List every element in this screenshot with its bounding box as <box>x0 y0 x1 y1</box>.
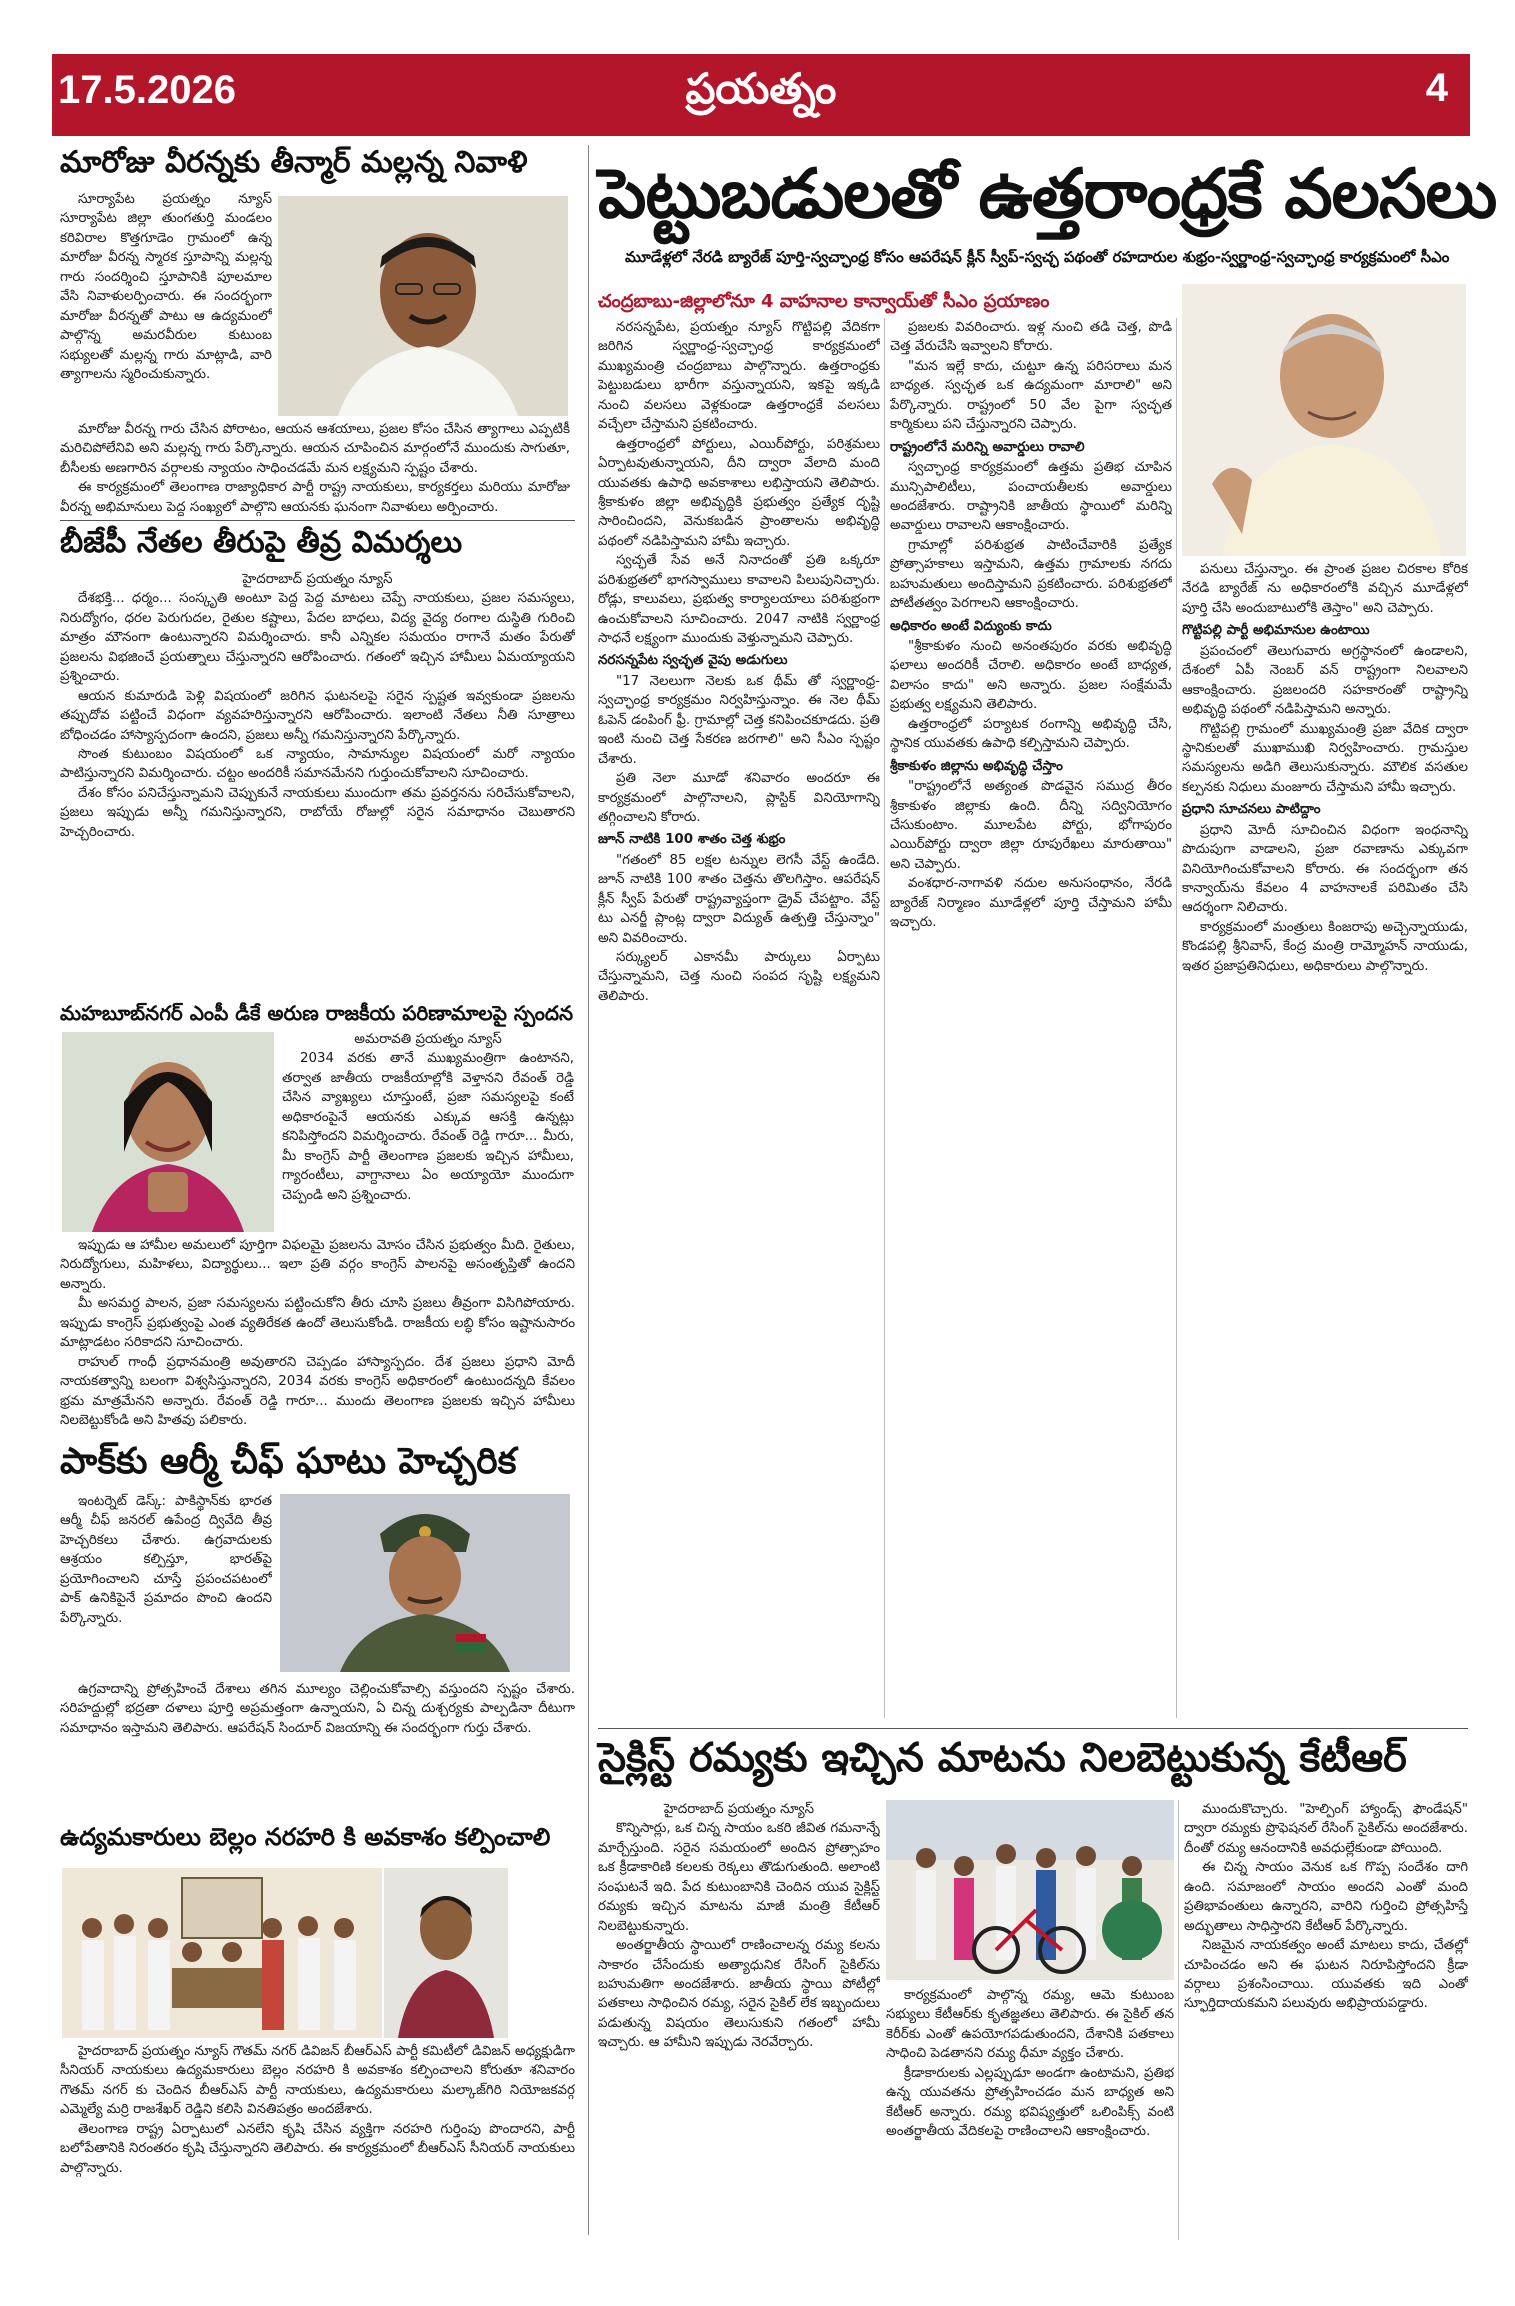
paragraph: ఆయన కుమారుడి పెళ్లి విషయంలో జరిగిన ఘటనలపై సరైన స్పష్టత ఇవ్వకుండా ప్రజలను తప్పుదోవ పట్టించే విధంగా వ్యవహరిస్తున్నారని ఆరోపించారు. ఇలాంటి నేతలు నీతి సూత్రాలు బోధించడం హాస్యాస్పదంగా ఉందని, ప్రజలు అన్నీ గమనిస్తున్నారని పేర్కొన్నారు. <box>60 688 575 743</box>
paragraph: నిజమైన నాయకత్వం అంటే మాటలు కాదు, చేతల్లో చూపించడం అని ఈ ఘటన నిరూపిస్తోందని క్రీడా వర్గాలు ప్రశంసించాయి. యువతకు ఇది ఎంతో స్ఫూర్తిదాయకమని పలువురు అభిప్రాయపడ్డారు. <box>1184 1938 1468 2012</box>
story-headline: మారోజు వీరన్నకు తీన్మార్ మల్లన్న నివాళి <box>60 145 528 180</box>
paragraph: ఇంటర్నెట్ డెస్క్: పాకిస్థాన్‌కు భారత ఆర్మీ చీఫ్ జనరల్ ఉపేంద్ర ద్వివేది తీవ్ర హెచ్చరికలు చేశారు. ఉగ్రవాదులకు ఆశ్రయం కల్పిస్తూ, భారత్‌పై ప్రయోగించాలని చూస్తే ప్రపంచపటంలో పాక్ ఉనికిపైనే ప్రమాదం పొంచి ఉందని పేర్కొన్నారు. <box>60 1494 272 1626</box>
paragraph: క్రీడాకారులకు ఎల్లప్పుడూ అండగా ఉంటామని, ప్రతిభ ఉన్న యువతను ప్రోత్సహించడం మన బాధ్యత అని కేటీఆర్ అన్నారు. రమ్య భవిష్యత్తులో ఒలింపిక్స్ వంటి అంతర్జాతీయ వేదికలపై రాణించాలని ఆకాంక్షించారు. <box>886 2065 1174 2140</box>
story-headline: సైక్లిస్ట్ రమ్యకు ఇచ్చిన మాటను నిలబెట్టుకున్న కేటీఆర్ <box>598 1735 1407 1781</box>
paragraph: రాహుల్ గాంధీ ప్రధానమంత్రి అవుతారని చెప్పడం హాస్యాస్పదం. దేశ ప్రజలు ప్రధాని మోదీ నాయకత్వాన్ని బలంగా విశ్వసిస్తున్నారని, 2034 వరకు కాంగ్రెస్ అధికారంలో ఉంటుందన్నది కేవలం భ్రమ మాత్రమేనని అన్నారు. రేవంత్ రెడ్డి గారూ... ముందు తెలంగాణ ప్రజలకు ఇచ్చిన హామీలు నిలబెట్టుకోండి అని హితవు పలికారు. <box>60 1354 575 1428</box>
story-body-continued <box>60 420 570 540</box>
column-divider <box>884 318 885 1718</box>
paragraph: కొన్నిసార్లు, ఒక చిన్న సాయం ఒకరి జీవిత గమనాన్నే మార్చేస్తుంది. సరైన సమయంలో అందిన ప్రోత్సాహం ఒక క్రీడాకారిణి కలలకు రెక్కలు తొడుగుతుంది. అలాంటి సంఘటనే ఇది. పేద కుటుంబానికి చెందిన యువ సైక్లిస్ట్ రమ్యకు ఇచ్చిన మాటను మాజీ మంత్రి కేటీఆర్ నిలబెట్టుకున్నారు. <box>598 1821 880 1934</box>
paragraph: కార్యక్రమంలో మంత్రులు కింజరాపు అచ్చెన్నాయుడు, కొండపల్లి శ్రీనివాస్, కేంద్ర మంత్రి రామ్మోహన్ నాయుడు, ఇతర ప్రజాప్రతినిధులు, అధికారులు పాల్గొన్నారు. <box>1182 919 1468 974</box>
paragraph: ఉత్తరాంధ్రలో పర్యాటక రంగాన్ని అభివృద్ధి చేసి, స్థానిక యువతకు ఉపాధి కల్పిస్తామని చెప్పారు. <box>890 716 1172 752</box>
lead-column-1 <box>598 318 880 1718</box>
paragraph: ఉగ్రవాదాన్ని ప్రోత్సహించే దేశాలు తగిన మూల్యం చెల్లించుకోవాల్సి వస్తుందని స్పష్టం చేశారు. సరిహద్దుల్లో భద్రతా దళాలు పూర్తి అప్రమత్తంగా ఉన్నాయని, ఏ చిన్న దుశ్చర్యకు పాల్పడినా దీటుగా సమాధానం ఇస్తామని తెలిపారు. ఆపరేషన్ సిందూర్ విజయాన్ని ఈ సందర్భంగా గుర్తు చేశారు. <box>60 1682 575 1736</box>
paragraph: ఈ చిన్న సాయం వెనుక ఒక గొప్ప సందేశం దాగి ఉంది. సమాజంలో సాయం అందని ఎంతో మంది ప్రతిభావంతులు ఉన్నారని, వారిని గుర్తించి ప్రోత్సహిస్తే అద్భుతాలు సాధిస్తారని కేటీఆర్ పేర్కొన్నారు. <box>1184 1860 1468 1934</box>
paragraph: పనులు చేస్తున్నాం. ఈ ప్రాంత ప్రజల చిరకాల కోరిక నేరడి బ్యారేజ్ ను అధికారంలోకి వచ్చిన మూడేళ్లలో పూర్తి చేసి అందుబాటులోకి తెస్తాం" అని చెప్పారు. <box>1182 562 1468 616</box>
divider <box>60 520 575 521</box>
paragraph: సొంత కుటుంబం విషయంలో ఒక న్యాయం, సామాన్యుల విషయంలో మరో న్యాయం పాటిస్తున్నారని విమర్శించారు. చట్టం అందరికీ సమానమేనని గుర్తుంచుకోవాలని సూచించారు. <box>60 746 575 782</box>
divider <box>598 1728 1468 1729</box>
paragraph: సూర్యాపేట ప్రయత్నం న్యూస్ సూర్యాపేట జిల్లా తుంగతుర్తి మండలం కరివిరాల కొత్తగూడెం గ్రామంలో ఉన్న మారోజు వీరన్న స్మారక స్తూపాన్ని మల్లన్న గారు సందర్శించి స్తూపానికి పూలమాల వేసి నివాళులర్పించారు. ఈ సందర్భంగా మారోజు వీరన్నతో పాటు ఆ ఉద్యమంలో పాల్గొన్న అమరవీరుల కుటుంబ సభ్యులతో మల్లన్న గారు మాట్లాడి, వారి త్యాగాలను స్మరించుకున్నారు. <box>60 192 272 382</box>
paragraph: తెలంగాణ రాష్ట్ర ఏర్పాటులో ఎనలేని కృషి చేసిన వ్యక్తిగా నరహరి గుర్తింపు పొందారని, పార్టీ బలోపేతానికి నిరంతరం కృషి చేస్తున్నారని తెలిపారు. ఈ కార్యక్రమంలో బీఆర్ఎస్ సీనియర్ నాయకులు పాల్గొన్నారు. <box>60 2121 575 2176</box>
lead-deck: మూడేళ్లలో నేరడి బ్యారేజ్ పూర్తి-స్వచ్ఛాంధ్ర కోసం ఆపరేషన్ క్లీన్ స్వీప్-స్వచ్ఛ పథంతో రహదారుల శుభ్రం-స్వర్ణాంధ్ర-స్వచ్ఛాంధ్ర కార్యక్రమంలో సీఎం <box>625 248 1450 266</box>
paragraph: అంతర్జాతీయ స్థాయిలో రాణించాలన్న రమ్య కలను సాకారం చేసేందుకు అత్యాధునిక రేసింగ్ సైకిల్‌ను బహుమతిగా అందజేశారు. జాతీయ స్థాయి పోటీల్లో పతకాలు సాధించిన రమ్య, సరైన సైకిల్ లేక ఇబ్బందులు పడుతున్న విషయం తెలుసుకుని గతంలో హామీ ఇచ్చారు. ఆ హామీని ఇప్పుడు నెరవేర్చారు. <box>598 1938 880 2051</box>
dateline: హైదరాబాద్ ప్రయత్నం న్యూస్ <box>242 572 393 587</box>
story-body <box>282 1030 574 1235</box>
paragraph: ఈ కార్యక్రమంలో తెలంగాణ రాజ్యాధికార పార్టీ రాష్ట్ర నాయకులు, కార్యకర్తలు మరియు మారోజు వీరన్న అభిమానులు పెద్ద సంఖ్యలో పాల్గొని ఆయనకు ఘనంగా నివాళులు అర్పించారు. <box>60 480 570 515</box>
paragraph: కార్యక్రమంలో పాల్గొన్న రమ్య, ఆమె కుటుంబ సభ్యులు కేటీఆర్‌కు కృతజ్ఞతలు తెలిపారు. ఈ సైకిల్ తన కెరీర్‌కు ఎంతో ఉపయోగపడుతుందని, దేశానికి పతకాలు సాధించి పెడతానని రమ్య ధీమా వ్యక్తం చేశారు. <box>886 1988 1174 2062</box>
paragraph: "గతంలో 85 లక్షల టన్నుల లెగసీ వేస్ట్ ఉండేది. జూన్ నాటికి 100 శాతం చెత్తను తొలగిస్తాం. ఆపరేషన్ క్లీన్ స్వీప్ పేరుతో రాష్ట్రవ్యాప్తంగా డ్రైవ్ చేపట్టాం. వేస్ట్ టు ఎనర్జీ ప్లాంట్ల ద్వారా విద్యుత్ ఉత్పత్తి చేస్తున్నాం" అని వివరించారు. <box>598 852 880 946</box>
subheading: రాష్ట్రంలోనే మరిన్ని అవార్డులు రావాలి <box>890 439 1085 455</box>
group-photo <box>62 1868 382 2038</box>
paragraph: ప్రధాని మోదీ సూచించిన విధంగా ఇంధనాన్ని పొదుపుగా వాడాలని, ప్రజా రవాణాను ఎక్కువగా వినియోగించుకోవాలని కోరారు. ఈ సందర్భంగా తన కాన్వాయ్‌ను కేవలం 4 వాహనాలకే పరిమితం చేసి ఆదర్శంగా నిలిచారు. <box>1182 822 1468 916</box>
story-body <box>60 2042 575 2242</box>
lead-kicker: చంద్రబాబు-జిల్లాలోనూ 4 వాహనాల కాన్వాయ్‌తో సీఎం ప్రయాణం <box>598 291 1050 312</box>
masthead <box>52 54 1470 136</box>
story-body <box>60 1492 272 1677</box>
page-number: 4 <box>1425 66 1448 110</box>
paragraph: ఇప్పుడు ఆ హామీల అమలులో పూర్తిగా విఫలమై ప్రజలను మోసం చేసిన ప్రభుత్వం మీది. రైతులు, నిరుద్యోగులు, మహిళలు, విద్యార్థులు... ఇలా ప్రతి వర్గం కాంగ్రెస్ పాలనపై అసంతృప్తితో ఉందని అన్నారు. <box>60 1238 575 1292</box>
story-body-continued <box>60 1680 575 1820</box>
paragraph: గ్రామాల్లో పరిశుభ్రత పాటించేవారికి ప్రత్యేక ప్రోత్సాహకాలు ఇస్తామని, ఉత్తమ గ్రామాలకు నగదు బహుమతులు అందిస్తామని ప్రకటించారు. పరిశుభ్రతలో పోటీతత్వం పెరగాలని ఆకాంక్షించారు. <box>890 537 1172 612</box>
paragraph: ప్రతి నెలా మూడో శనివారం అందరూ ఈ కార్యక్రమంలో పాల్గొనాలని, ప్లాస్టిక్ వినియోగాన్ని తగ్గించాలని కోరారు. <box>598 771 880 825</box>
story-body-continued <box>60 1236 575 1431</box>
paragraph: ముందుకొచ్చారు. "హెల్పింగ్ హ్యాండ్స్ ఫౌండేషన్" ద్వారా రమ్యకు ప్రొఫెషనల్ రేసింగ్ సైకిల్‌ను అందజేశారు. దీంతో రమ్య ఆనందానికి అవధుల్లేకుండా పోయింది. <box>1184 1802 1468 1856</box>
story-column-1 <box>598 1800 880 2240</box>
paragraph: మీ అసమర్థ పాలన, ప్రజా సమస్యలను పట్టించుకోని తీరు చూసి ప్రజలు తీవ్రంగా విసిగిపోయారు. ఇప్పుడు కాంగ్రెస్ ప్రభుత్వంపై ఎంత వ్యతిరేకత ఉందో తెలుసుకోండి. రాజకీయ లబ్ధి కోసం ఇష్టానుసారం మాట్లాడటం సరికాదని సూచించారు. <box>60 1296 575 1351</box>
paragraph: ఉత్తరాంధ్రలో పోర్టులు, ఎయిర్‌పోర్టు, పరిశ్రమలు ఏర్పాటవుతున్నాయని, దీని ద్వారా వేలాది మంది యువతకు ఉపాధి అవకాశాలు లభిస్తాయని తెలిపారు. శ్రీకాకుళం జిల్లా అభివృద్ధికి ప్రభుత్వం ప్రత్యేక దృష్టి సారించిందని, వెనుకబడిన ప్రాంతాలను అభివృద్ధి పథంలో నడిపిస్తామని హామీ ఇచ్చారు. <box>598 436 880 549</box>
portrait-photo <box>278 196 568 416</box>
paragraph: "17 నెలలుగా నెలకు ఒక థీమ్ తో స్వర్ణాంధ్ర-స్వచ్ఛాంధ్ర కార్యక్రమం నిర్వహిస్తున్నాం. ఈ నెల థీమ్ ఓపెన్ డంపింగ్ ఫ్రీ. గ్రామాల్లో చెత్త కనిపించకూడదు. ప్రతి ఇంటి నుంచి చెత్త సేకరణ జరగాలి" అని సీఎం స్పష్టం చేశారు. <box>598 673 880 767</box>
paragraph: గొట్టిపల్లి గ్రామంలో ముఖ్యమంత్రి ప్రజా వేదిక ద్వారా స్థానికులతో ముఖాముఖి నిర్వహించారు. గ్రామస్తుల సమస్యలను అడిగి తెలుసుకున్నారు. మౌలిక వసతుల కల్పనకు నిధులు మంజూరు చేస్తామని హామీ ఇచ్చారు. <box>1182 721 1468 795</box>
column-divider <box>588 145 589 2235</box>
paragraph: "మన ఇల్లే కాదు, చుట్టూ ఉన్న పరిసరాలు మన బాధ్యత. స్వచ్ఛత ఒక ఉద్యమంగా మారాలి" అని పేర్కొన్నారు. రాష్ట్రంలో 50 వేల పైగా స్వచ్ఛత కార్మికులు పని చేస్తున్నారని చెప్పారు. <box>890 358 1172 433</box>
paragraph: ప్రజలకు వివరించారు. ఇళ్ల నుంచి తడి చెత్త, పొడి చెత్త వేరుచేసి ఇవ్వాలని కోరారు. <box>890 320 1172 355</box>
lead-headline: పెట్టుబడులతో ఉత్తరాంధ్రకే వలసలు <box>598 155 1497 234</box>
paragraph: నరసన్నపేట, ప్రయత్నం న్యూస్ గొట్టిపల్లి వేదికగా జరిగిన స్వర్ణాంధ్ర-స్వచ్ఛాంధ్ర కార్యక్రమంలో ముఖ్యమంత్రి చంద్రబాబు పాల్గొన్నారు. ఉత్తరాంధ్రకు పెట్టుబడులు భారీగా వస్తున్నాయని, ఇకపై ఇక్కడి నుంచి వలసలు వెళ్లకుండా ఉత్తరాంధ్రకే వలసలు వచ్చేలా చేస్తామని ప్రకటించారు. <box>598 320 880 433</box>
story-headline: ఉద్యమకారులు బెల్లం నరహరి కి అవకాశం కల్పించాలి <box>60 1823 551 1851</box>
column-divider <box>1176 318 1177 1718</box>
subheading: గొట్టిపల్లి పార్టీ అభిమానుల ఉంటాయి <box>1182 623 1370 639</box>
subheading: శ్రీకాకుళం జిల్లాను అభివృద్ధి చేస్తాం <box>890 758 1063 774</box>
paragraph: స్వచ్ఛతే సేవ అనే నినాదంతో ప్రతి ఒక్కరూ పరిశుభ్రతలో భాగస్వాములు కావాలని పిలుపునిచ్చారు. రోడ్లు, కాలువలు, ప్రభుత్వ కార్యాలయాలు పరిశుభ్రంగా ఉంచుకోవాలని సూచించారు. 2047 నాటికి స్వర్ణాంధ్ర సాధనే లక్ష్యంగా ముందుకు వెళ్తున్నామని చెప్పారు. <box>598 553 880 646</box>
subheading: జూన్ నాటికి 100 శాతం చెత్త శుభ్రం <box>598 832 786 848</box>
paper-name: ప్రయత్నం <box>685 64 837 113</box>
subheading: ప్రధాని సూచనలు పాటిద్దాం <box>1182 802 1321 818</box>
story-headline: మహబూబ్‌నగర్ ఎంపీ డీకే అరుణ రాజకీయ పరిణామాలపై స్పందన <box>60 1001 573 1025</box>
portrait-photo <box>62 1032 274 1232</box>
paragraph: దేశం కోసం పనిచేస్తున్నామని చెప్పుకునే నాయకులు ముందుగా తమ ప్రవర్తనను సరిచేసుకోవాలని, ప్రజలు ఇప్పుడు అన్నీ గమనిస్తున్నారని, రాబోయే రోజుల్లో సరైన సమాధానం చెబుతారని హెచ్చరించారు. <box>60 785 575 840</box>
portrait-photo <box>384 1868 508 2038</box>
paragraph: "శ్రీకాకుళం నుంచి అనంతపురం వరకు అభివృద్ధి ఫలాలు అందరికీ చేరాలి. అధికారం అంటే బాధ్యత, విలాసం కాదు" అని అన్నారు. ప్రజల సంక్షేమమే ప్రభుత్వ లక్ష్యమని తెలిపారు. <box>890 639 1172 713</box>
story-column-2 <box>886 1986 1174 2240</box>
paragraph: "రాష్ట్రంలోనే అత్యంత పొడవైన సముద్ర తీరం శ్రీకాకుళం జిల్లాకు ఉంది. దీన్ని సద్వినియోగం చేసుకుంటాం. మూలపేట పోర్టు, భోగాపురం ఎయిర్‌పోర్టు ద్వారా జిల్లా రూపురేఖలు మారుతాయి" అని చెప్పారు. <box>890 779 1172 872</box>
subheading: అధికారం అంటే విద్యుంకు కాదు <box>890 618 1052 634</box>
story-column-3 <box>1184 1800 1468 2240</box>
issue-date: 17.5.2026 <box>58 68 236 112</box>
portrait-photo <box>280 1494 570 1672</box>
paragraph: స్వచ్ఛాంధ్ర కార్యక్రమంలో ఉత్తమ ప్రతిభ చూపిన మున్సిపాలిటీలు, పంచాయతీలకు అవార్డులు అందజేశారు. రాష్ట్రానికి జాతీయ స్థాయిలో మరిన్ని అవార్డులు రావాలని ఆకాంక్షించారు. <box>890 460 1172 534</box>
column-divider <box>1178 1800 1179 2240</box>
paragraph: సర్క్యులర్ ఎకానమీ పార్కులు ఏర్పాటు చేస్తున్నామని, చెత్త నుంచి సంపద సృష్టి లక్ష్యమని తెలిపారు. <box>598 950 880 1004</box>
dateline: అమరావతి ప్రయత్నం న్యూస్ <box>354 1032 502 1047</box>
story-body <box>60 570 575 995</box>
subheading: నరసన్నపేట స్వచ్ఛత వైపు అడుగులు <box>598 653 788 669</box>
paragraph: మారోజు వీరన్న గారు చేసిన పోరాటం, ఆయన ఆశయాలు, ప్రజల కోసం చేసిన త్యాగాలు ఎప్పటికీ మరిచిపోలేనివి అని మల్లన్న గారు పేర్కొన్నారు. ఆయన చూపించిన మార్గంలోనే ముందుకు సాగుతూ, బీసీలకు అణగారిన వర్గాలకు న్యాయం సాధించడమే మన లక్ష్యమని స్పష్టం చేశారు. <box>60 422 570 476</box>
dateline: హైదరాబాద్ ప్రయత్నం న్యూస్ <box>663 1802 815 1817</box>
cm-photo <box>1182 284 1466 556</box>
story-headline: పాక్‌కు ఆర్మీ చీఫ్ ఘాటు హెచ్చరిక <box>60 1441 517 1482</box>
paragraph: 2034 వరకు తానే ముఖ్యమంత్రిగా ఉంటానని, తర్వాత జాతీయ రాజకీయాల్లోకి వెళ్తానని రేవంత్ రెడ్డి చేసిన వ్యాఖ్యలు చూస్తుంటే, ప్రజా సమస్యలపై కంటే అధికారంపైనే ఆయనకు ఎక్కువ ఆసక్తి ఉన్నట్లు కనిపిస్తోందని విమర్శించారు. రేవంత్ రెడ్డి గారూ... మీరు, మీ కాంగ్రెస్ పార్టీ తెలంగాణ ప్రజలకు ఇచ్చిన హామీలు, గ్యారంటీలు, వాగ్దానాలు ఏం అయ్యాయో ముందుగా చెప్పండి అని ప్రశ్నించారు. <box>282 1051 574 1203</box>
paragraph: ప్రపంచంలో తెలుగువారు అగ్రస్థానంలో ఉండాలని, దేశంలో ఏపీ నెంబర్ వన్ రాష్ట్రంగా నిలవాలని ఆకాంక్షించారు. ప్రజలందరి సహకారంతో రాష్ట్రాన్ని అభివృద్ధి పథంలో నడిపిస్తామని అన్నారు. <box>1182 643 1468 718</box>
lead-column-3 <box>1182 560 1468 1718</box>
story-headline: బీజేపీ నేతల తీరుపై తీవ్ర విమర్శలు <box>60 525 463 560</box>
paragraph: వంశధార-నాగావళి నదుల అనుసంధానం, నేరడి బ్యారేజ్ నిర్మాణం మూడేళ్లలో పూర్తి చేస్తామని హామీ ఇచ్చారు. <box>890 876 1172 931</box>
lead-column-2 <box>890 318 1172 1718</box>
paragraph: హైదరాబాద్ ప్రయత్నం న్యూస్ గౌతమ్ నగర్ డివిజన్ బీఆర్ఎస్ పార్టీ కమిటీలో డివిజన్ అధ్యక్షుడిగా సీనియర్ నాయకులు ఉద్యమకారులు బెల్లం నరహరి కి అవకాశం కల్పించాలని కోరుతూ శనివారం గౌతమ్ నగర్ కు చెందిన బీఆర్ఎస్ పార్టీ నాయకులు, ఉద్యమకారులు మల్కాజ్‌గిరి నియోజకవర్గ ఎమ్మెల్యే మర్రి రాజశేఖర్ రెడ్డిని కలిసి వినతిపత్రం అందజేశారు. <box>60 2044 575 2118</box>
event-photo <box>886 1800 1174 1980</box>
paragraph: దేశభక్తి... ధర్మం... సంస్కృతి అంటూ పెద్ద పెద్ద మాటలు చెప్పే నాయకులు, ప్రజల సమస్యలు, నిరుద్యోగం, ధరల పెరుగుదల, రైతుల కష్టాలు, పేదల బాధలు, విద్య వైద్య రంగాల దుస్థితి గురించి మాత్రం మౌనంగా ఉంటున్నారని విమర్శించారు. కానీ ఎన్నికల సమయం రాగానే మతం పేరుతో ప్రజలను విభజించే ప్రయత్నాలు చేస్తున్నారని ఆరోపించారు. గతంలో ఇచ్చిన హామీలు ఏమయ్యాయని ప్రశ్నించారు. <box>60 591 575 685</box>
